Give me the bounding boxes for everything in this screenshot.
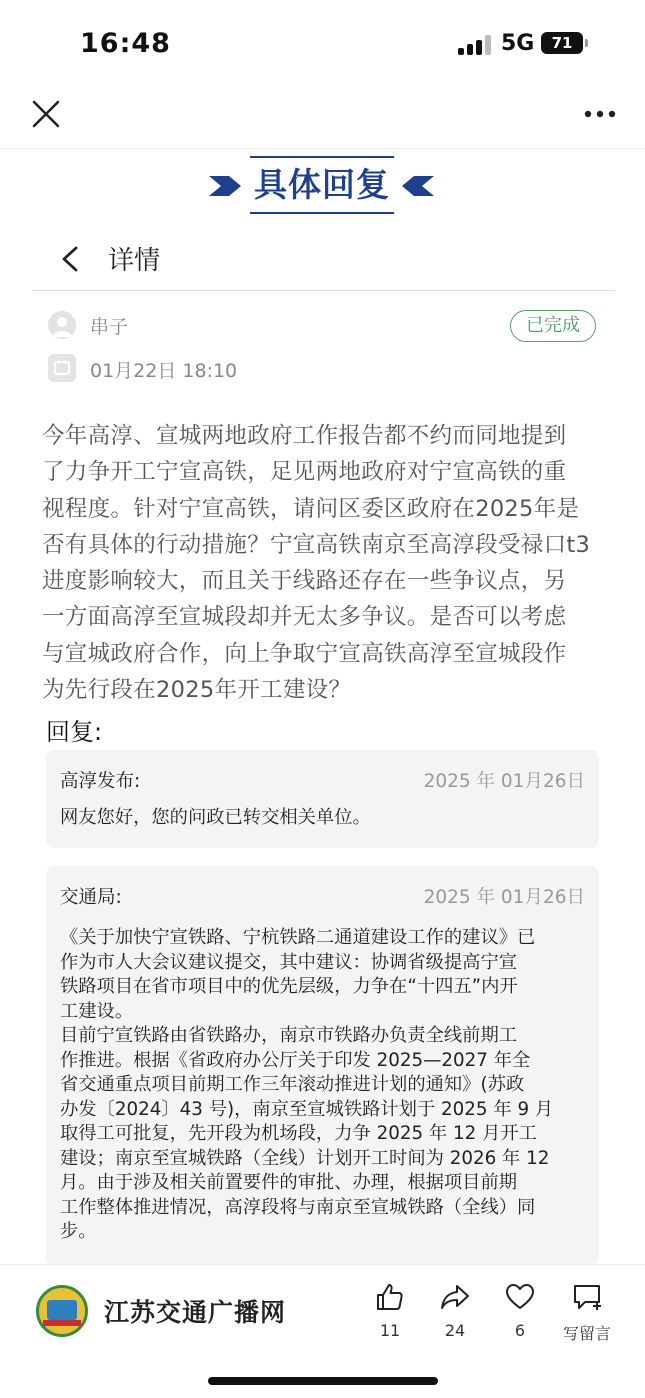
status-badge: 已完成 (510, 310, 596, 342)
brand-name[interactable]: 江苏交通广播网 (104, 1298, 287, 1327)
reply-line: 取得工可批复，先开段为机场段，力争 2025 年 12 月开工 (60, 1123, 537, 1144)
reply-card (46, 866, 599, 1266)
reply-line: 步。 (60, 1221, 97, 1242)
chevron-left-icon (400, 174, 436, 198)
reply-line: 作推进。根据《省政府办公厅关于印发 2025—2027 年全 (60, 1049, 531, 1071)
reply-line: 《关于加快宁宣铁路、宁杭铁路二通道建设工作的建议》已 (60, 927, 536, 948)
reply-line: 工建设。 (60, 1000, 134, 1022)
question-line: 视程度。针对宁宣高铁，请问区委区政府在2025年是 (42, 495, 580, 522)
like-count: 11 (379, 1321, 401, 1340)
share-count: 24 (444, 1321, 466, 1340)
reply-body (60, 806, 588, 831)
banner (0, 156, 645, 216)
heart-icon (504, 1281, 536, 1313)
battery-icon: 71 (541, 32, 583, 54)
avatar (48, 311, 76, 339)
brand-logo[interactable] (36, 1285, 88, 1337)
reply-from: 交通局: (60, 887, 122, 908)
question-line: 否有具体的行动措施？宁宣高铁南京至高淳段受禄口t3 (42, 531, 591, 558)
top-divider (0, 148, 645, 149)
close-icon (28, 96, 64, 132)
reply-line: 办发〔2024〕43 号)，南京至宣城铁路计划于 2025 年 9 月 (60, 1098, 554, 1120)
back-arrow-icon[interactable] (58, 244, 84, 274)
reply-line: 铁路项目在省市项目中的优先层级，力争在“十四五”内开 (60, 976, 518, 997)
reply-from: 高淳发布: (60, 771, 141, 792)
page-title: 详情 (108, 246, 161, 276)
chevron-right-icon (207, 174, 243, 198)
share-button[interactable] (425, 1281, 485, 1340)
reply-line: 目前宁宣铁路由省铁路办，南京市铁路办负责全线前期工 (60, 1025, 518, 1046)
comment-button[interactable] (556, 1281, 618, 1344)
favorite-count: 6 (514, 1321, 526, 1340)
battery-cap (585, 39, 588, 47)
share-icon (439, 1281, 471, 1313)
network-type: 5G (501, 31, 535, 56)
question-text (42, 418, 610, 708)
question-line: 与宣城政府合作，向上争取宁宣高铁高淳至宣城段作 (42, 640, 567, 667)
detail-divider (32, 290, 615, 291)
reply-card (46, 750, 599, 848)
reply-line: 工作整体推进情况，高淳段将与南京至宣城铁路（全线）同 (60, 1196, 536, 1218)
reply-line: 月。由于涉及相关前置要件的审批、办理，根据项目前期 (60, 1172, 518, 1193)
thumbs-up-icon (374, 1281, 406, 1313)
reply-line: 省交通重点项目前期工作三年滚动推进计划的通知》(苏政 (60, 1074, 525, 1095)
post-datetime: 01月22日 18:10 (90, 360, 238, 382)
more-button[interactable] (582, 100, 622, 128)
bottom-bar (0, 1264, 645, 1398)
reply-body (60, 926, 588, 1245)
reply-line: 建设；南京至宣城铁路（全线）计划开工时间为 2026 年 12 (60, 1147, 550, 1169)
more-icon (582, 100, 622, 128)
signal-icon (458, 35, 492, 55)
user-icon (48, 311, 76, 339)
author-name: 串子 (90, 316, 129, 338)
status-bar (0, 0, 645, 88)
calendar-icon (48, 354, 76, 382)
question-line: 进度影响较大，而且关于线路还存在一些争议点，另 (42, 568, 567, 595)
reply-line: 网友您好，您的问政已转交相关单位。 (60, 807, 371, 828)
reply-date: 2025 年 01月26日 (423, 887, 585, 908)
status-time: 16:48 (80, 28, 171, 59)
reply-line: 作为市人大会议建议提交，其中建议：协调省级提高宁宣 (60, 951, 518, 973)
comment-add-icon (571, 1281, 603, 1313)
close-button[interactable] (28, 96, 64, 132)
question-line: 今年高淳、宣城两地政府工作报告都不约而同地提到 (42, 423, 567, 449)
favorite-button[interactable] (490, 1281, 550, 1340)
question-line: 一方面高淳至宣城段却并无太多争议。是否可以考虑 (42, 604, 567, 631)
reply-heading: 回复: (46, 718, 103, 746)
reply-date: 2025 年 01月26日 (423, 771, 585, 792)
question-line: 了力争开工宁宣高铁，足见两地政府对宁宣高铁的重 (42, 459, 567, 486)
like-button[interactable] (360, 1281, 420, 1340)
banner-title: 具体回复 (250, 156, 394, 214)
comment-label: 写留言 (562, 1324, 611, 1343)
question-line: 为先行段在2025年开工建设？ (42, 677, 352, 704)
home-indicator[interactable] (208, 1377, 438, 1385)
